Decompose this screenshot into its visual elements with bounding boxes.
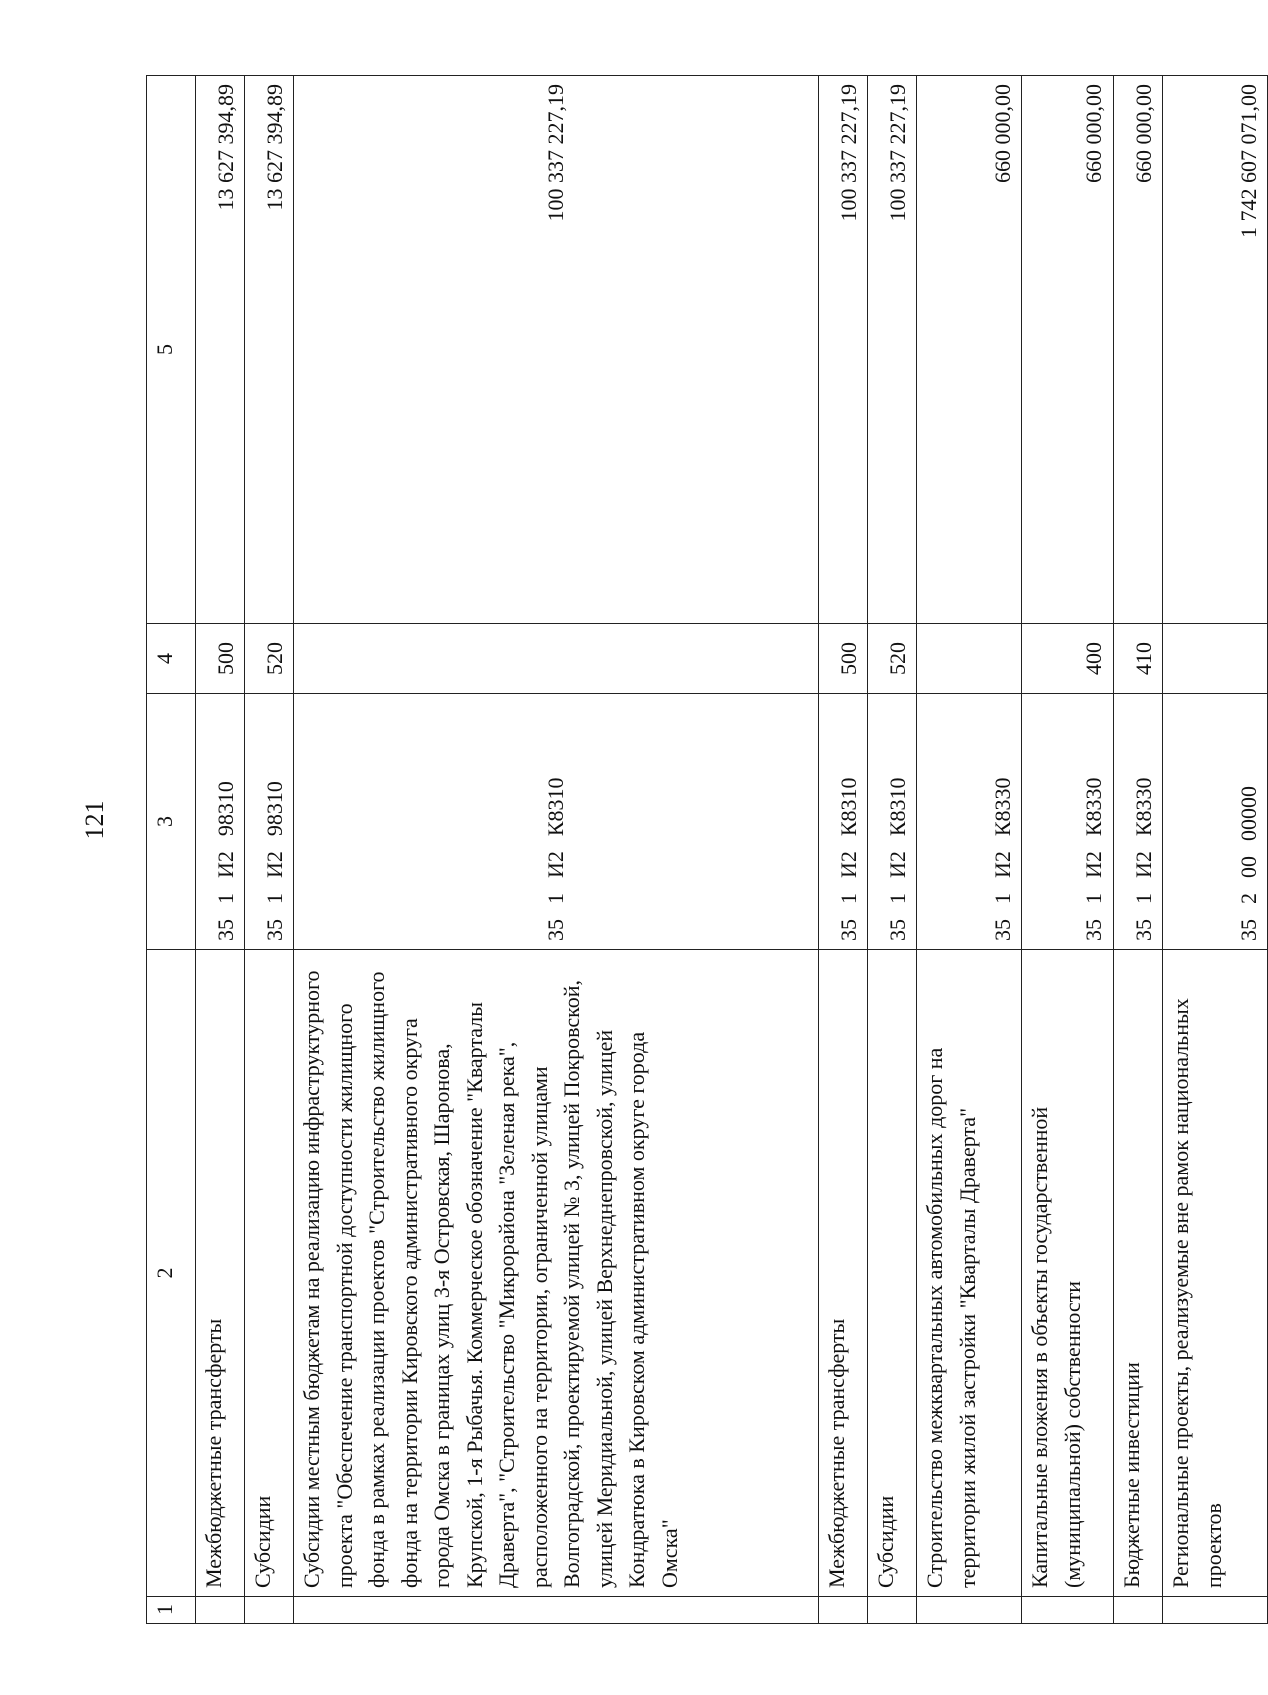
table-row: [245, 76, 294, 1624]
row-index: [245, 1597, 294, 1624]
header-col-2: 2: [147, 950, 196, 1597]
row-type: 500: [196, 624, 245, 694]
row-name: Субсидии: [868, 950, 917, 1597]
row-name: Бюджетные инвестиции: [1113, 950, 1162, 1597]
row-type: 520: [868, 624, 917, 694]
row-index: [1163, 1597, 1268, 1624]
row-code: 35 1 И2 98310: [196, 694, 245, 950]
row-code: 35 1 И2 К8330: [1113, 694, 1162, 950]
header-col-4: 4: [147, 624, 196, 694]
row-type: 400: [1022, 624, 1114, 694]
row-amount: 660 000,00: [917, 76, 1022, 624]
budget-table: [146, 75, 1268, 1624]
row-name: Межбюджетные трансферты: [818, 950, 867, 1597]
row-amount: 660 000,00: [1022, 76, 1114, 624]
row-code: 35 1 И2 К8330: [917, 694, 1022, 950]
table-row: [196, 76, 245, 1624]
row-code: 35 1 И2 98310: [245, 694, 294, 950]
table-row: [868, 76, 917, 1624]
row-index: [196, 1597, 245, 1624]
row-index: [917, 1597, 1022, 1624]
row-amount: 13 627 394,89: [196, 76, 245, 624]
row-name: Субсидии местным бюджетам на реализацию инфраструктурного проекта "Обеспечение транспортной доступности жилищного фонда в рамках реализации проектов "Строительство жилищного фонда на территории Кировского административного округа города Омска в границах улиц 3-я Островская, Шаронова, Крупской, 1-я Рыбачья. Коммерческое обозначение "Кварталы Драверта", "Строительство "Микрорайона "Зеленая река", расположенного на территории, ограниченной улицами Волгоградской, проектируемой улицей № 3, улицей Покровской, улицей Меридиальной, улицей Верхнеднепровской, улицей Кондратюка в Кировском административном округе города Омска": [294, 950, 818, 1597]
header-col-3: 3: [147, 694, 196, 950]
row-type: [917, 624, 1022, 694]
table-row: [1113, 76, 1162, 1624]
page-number: 121: [80, 800, 109, 840]
row-type: 520: [245, 624, 294, 694]
row-name: Капитальные вложения в объекты государственной (муниципальной) собственности: [1022, 950, 1114, 1597]
row-type: [294, 624, 818, 694]
row-code: 35 1 И2 К8310: [868, 694, 917, 950]
row-code: 35 2 00 00000: [1163, 694, 1268, 950]
row-type: [1163, 624, 1268, 694]
table-row: [1022, 76, 1114, 1624]
row-amount: 100 337 227,19: [294, 76, 818, 624]
row-amount: 13 627 394,89: [245, 76, 294, 624]
row-index: [868, 1597, 917, 1624]
header-col-5: 5: [147, 76, 196, 624]
row-amount: 660 000,00: [1113, 76, 1162, 624]
table-row: [917, 76, 1022, 1624]
table-row: [294, 76, 818, 1624]
row-index: [1113, 1597, 1162, 1624]
row-index: [818, 1597, 867, 1624]
table-row: [818, 76, 867, 1624]
row-amount: 100 337 227,19: [818, 76, 867, 624]
row-index: [294, 1597, 818, 1624]
table-row: [1163, 76, 1268, 1624]
row-type: 410: [1113, 624, 1162, 694]
row-name: Региональные проекты, реализуемые вне рамок национальных проектов: [1163, 950, 1268, 1597]
row-type: 500: [818, 624, 867, 694]
row-amount: 1 742 607 071,00: [1163, 76, 1268, 624]
header-col-1: 1: [147, 1597, 196, 1624]
row-code: 35 1 И2 К8310: [294, 694, 818, 950]
row-index: [1022, 1597, 1114, 1624]
row-name: Межбюджетные трансферты: [196, 950, 245, 1597]
row-amount: 100 337 227,19: [868, 76, 917, 624]
row-code: 35 1 И2 К8330: [1022, 694, 1114, 950]
row-code: 35 1 И2 К8310: [818, 694, 867, 950]
row-name: Строительство межквартальных автомобильных дорог на территории жилой застройки "Кварталы Драверта": [917, 950, 1022, 1597]
row-name: Субсидии: [245, 950, 294, 1597]
table-header-row: [147, 76, 196, 1624]
